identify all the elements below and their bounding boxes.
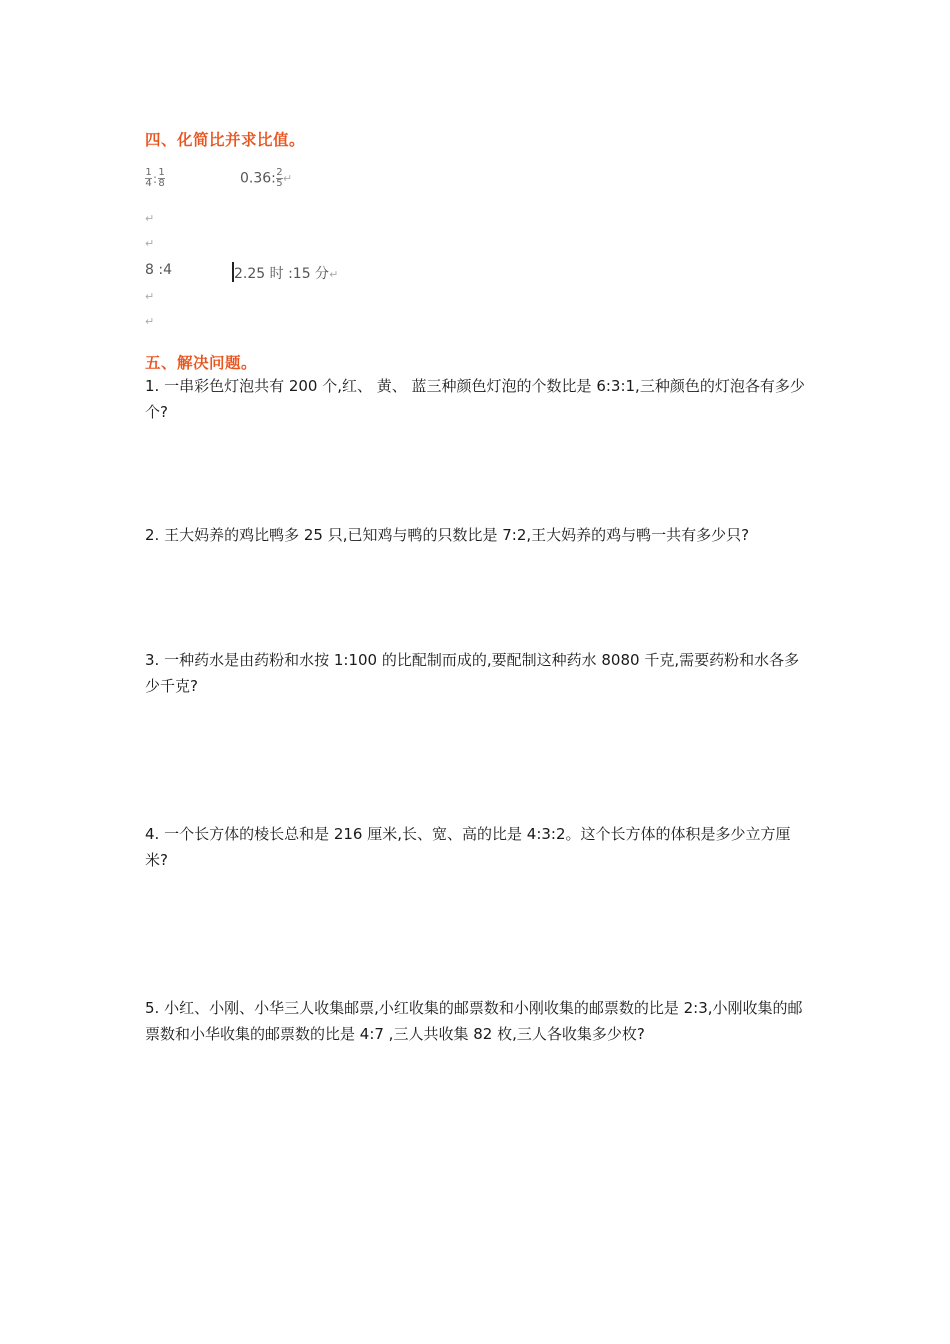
numerator: 1 xyxy=(158,167,165,178)
return-mark: ↵ xyxy=(145,315,155,328)
section-5-title: 五、解决问题。 xyxy=(145,354,258,372)
numerator: 1 xyxy=(145,167,152,178)
question-3: 3. 一种药水是由药粉和水按 1:100 的比配制而成的,要配制这种药水 8080 千克,需要药粉和水各多少千克? xyxy=(145,651,800,695)
section-4-title: 四、化简比并求比值。 xyxy=(145,131,306,149)
ratio-lead: 0.36: xyxy=(240,170,276,187)
ratio-time xyxy=(232,262,338,283)
fraction-2-5 xyxy=(276,168,283,189)
numerator: 2 xyxy=(276,167,283,178)
question-2: 2. 王大妈养的鸡比鸭多 25 只,已知鸡与鸭的只数比是 7:2,王大妈养的鸡与鸭一共有多少只? xyxy=(145,526,750,544)
ratio-8-4: 8 :4 xyxy=(145,262,172,278)
question-4: 4. 一个长方体的棱长总和是 216 厘米,长、宽、高的比是 4:3:2。这个长方体的体积是多少立方厘米? xyxy=(145,825,791,869)
question-1: 1. 一串彩色灯泡共有 200 个,红、 黄、 蓝三种颜色灯泡的个数比是 6:3:1,三种颜色的灯泡各有多少个? xyxy=(145,377,805,421)
denominator: 8 xyxy=(158,178,165,189)
question-5: 5. 小红、小刚、小华三人收集邮票,小红收集的邮票数和小刚收集的邮票数的比是 2:3,小刚收集的邮票数和小华收集的邮票数的比是 4:7 ,三人共收集 82 枚,三人各收集多少枚? xyxy=(145,999,803,1043)
fraction-1-8 xyxy=(158,168,165,189)
fraction-1-4 xyxy=(145,168,152,189)
return-mark: ↵ xyxy=(282,172,293,185)
return-mark: ↵ xyxy=(329,268,339,281)
return-mark: ↵ xyxy=(145,290,155,303)
ratio-decimal-fraction xyxy=(240,168,292,189)
denominator: 5 xyxy=(276,178,283,189)
denominator: 4 xyxy=(145,178,152,189)
ratio-time-text: 2.25 时 :15 分 xyxy=(234,266,330,282)
ratio-fraction-1-4-1-8 xyxy=(145,168,165,189)
ratio-colon: : xyxy=(153,171,158,186)
return-mark: ↵ xyxy=(145,212,155,225)
return-mark: ↵ xyxy=(145,237,155,250)
